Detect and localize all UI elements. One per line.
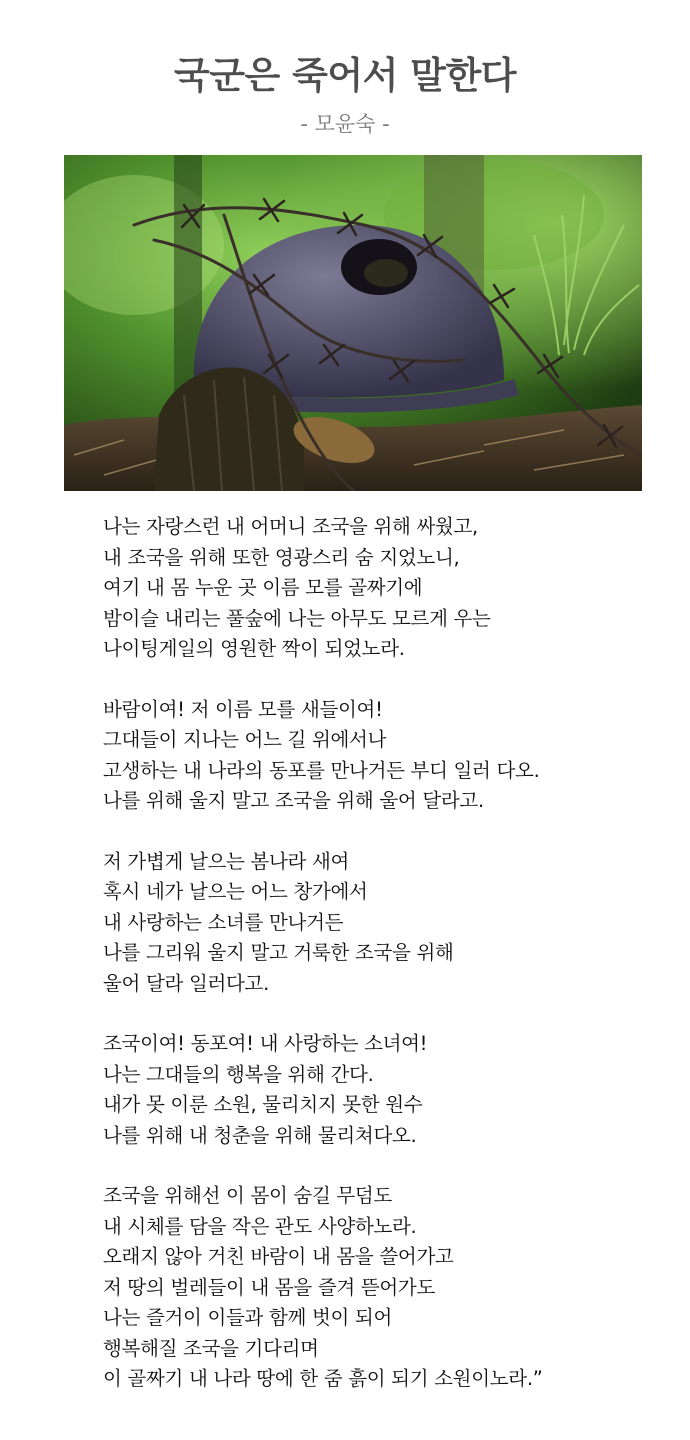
poem-line: 저 땅의 벌레들이 내 몸을 즐겨 뜯어가도: [103, 1275, 435, 1299]
poem-line: 나는 그대들의 행복을 위해 간다.: [103, 1062, 374, 1086]
poem-stanza: [103, 512, 663, 665]
poem-line: 나를 위해 울지 말고 조국을 위해 울어 달라고.: [103, 789, 484, 812]
poem-line: 오래지 않아 거친 바람이 내 몸을 쓸어가고: [103, 1245, 454, 1268]
poem-line: 이 골짜기 내 나라 땅에 한 줌 흙이 되기 소원이노라.”: [103, 1367, 543, 1390]
poem-line: 내 조국을 위해 또한 영광스리 숨 지었노니,: [103, 545, 460, 569]
poem-line: 울어 달라 일러다고.: [103, 971, 269, 995]
poem-line: 조국을 위해선 이 몸이 숨길 무덤도: [103, 1184, 393, 1207]
poem-line: 혹시 네가 날으는 어느 창가에서: [103, 880, 368, 903]
poem-line: 나는 즐거이 이들과 함께 벗이 되어: [103, 1306, 393, 1329]
page-title: 국군은 죽어서 말한다: [174, 54, 516, 97]
author-byline: - 모윤숙 -: [300, 112, 390, 136]
poem-line: 밤이슬 내리는 풀숲에 나는 아무도 모르게 우는: [103, 606, 491, 630]
poem-line: 나를 위해 내 청춘을 위해 물리쳐다오.: [103, 1123, 417, 1147]
helmet-photo-icon: [64, 155, 642, 491]
poem-line: 고생하는 내 나라의 동포를 만나거든 부디 일러 다오.: [103, 758, 540, 782]
poem-line: 나는 자랑스런 내 어머니 조국을 위해 싸웠고,: [103, 515, 478, 538]
poem-line: 바람이여! 저 이름 모를 새들이여!: [103, 697, 383, 721]
poem-line: 내가 못 이룬 소원, 물리치지 못한 원수: [103, 1093, 423, 1116]
helmet-photo: [64, 155, 642, 491]
poem-line: 행복해질 조국을 기다리며: [103, 1336, 319, 1360]
poem-line: 여기 내 몸 누운 곳 이름 모를 골짜기에: [103, 576, 423, 599]
poem-stanza: [103, 1181, 663, 1395]
poem-stanza: [103, 695, 663, 817]
poem-stanza: [103, 847, 663, 1000]
poem-line: 저 가볍게 날으는 봄나라 새여: [103, 849, 350, 873]
poem-stanza: [103, 1029, 663, 1151]
poem-line: 나를 그리워 울지 말고 거룩한 조국을 위해: [103, 941, 454, 964]
poem-line: 조국이여! 동포여! 내 사랑하는 소녀여!: [103, 1032, 428, 1055]
poem-line: 내 시체를 담을 작은 관도 사양하노라.: [103, 1214, 417, 1238]
poem-line: 그대들이 지나는 어느 길 위에서나: [103, 728, 387, 751]
poem-line: 나이팅게일의 영원한 짝이 되었노라.: [103, 637, 405, 660]
poem-line: 내 사랑하는 소녀를 만나거든: [103, 910, 344, 934]
poem-body: [103, 512, 663, 1425]
